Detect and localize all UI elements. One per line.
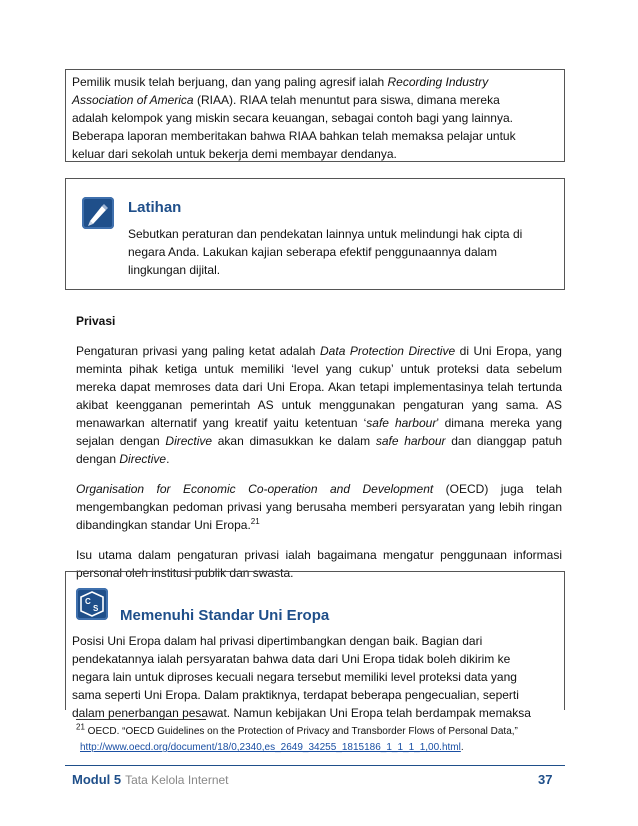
latihan-text: Sebutkan peraturan dan pendekatan lainnya untuk melindungi hak cipta di negara Anda. Lakukan kajian seberapa efektif penggunaannya dalam lingkungan dijital.: [128, 227, 523, 277]
svg-text:S: S: [93, 604, 99, 613]
standar-text: Posisi Uni Eropa dalam hal privasi dipertimbangkan dengan baik. Bagian dari pendekatannya ialah persyaratan bahwa data dari Uni Eropa tidak boleh dikirim ke negara lain untuk diproses kecuali negara tersebut memiliki level proteksi data yang sama seperti Uni Eropa. Dalam praktiknya, terdapat beberapa pengecualian, seperti dalam penerbangan pesawat. Namun kebijakan Uni Eropa telah berdampak memaksa: [72, 634, 531, 720]
standar-box: [65, 571, 565, 720]
latihan-box: [65, 178, 565, 290]
latihan-title: Latihan: [128, 199, 182, 216]
page-number: 37: [538, 772, 553, 787]
quote-line: Beberapa laporan memberitakan bahwa RIAA bahkan telah memaksa pelajar untuk: [72, 129, 516, 143]
pen-icon: [82, 197, 114, 229]
quote-line: keluar dari sekolah untuk bekerja demi membayar dendanya.: [72, 147, 397, 161]
footer-module: Modul 5: [72, 772, 122, 787]
footer-divider: [65, 765, 565, 766]
footer-title: [72, 772, 229, 787]
paragraph: Organisation for Economic Co-operation and Development (OECD) juga telah mengembangkan pedoman privasi yang berusaha memberi persyaratan yang lebih ringan dibandingkan standar Uni Eropa.$^{21}$: [76, 482, 562, 532]
quote-line: Association of America (RIAA). RIAA telah menuntut para siswa, dimana mereka: [72, 93, 500, 107]
standar-title: Memenuhi Standar Uni Eropa: [120, 607, 330, 624]
footnote-link[interactable]: http://www.oecd.org/document/18/0,2340,es_2649_34255_1815186_1_1_1_1,00.html: [80, 742, 461, 753]
footnote-divider: [76, 719, 206, 720]
quote-box: [65, 69, 565, 162]
footer-subtitle: Tata Kelola Internet: [125, 773, 229, 787]
paragraph: Pengaturan privasi yang paling ketat adalah Data Protection Directive di Uni Eropa, yang meminta pihak ketiga untuk memiliki ‘level yang cukup’ untuk proteksi data sebelum mereka dapat memroses data dari Uni Eropa. Akan tetapi implementasinya telah tertunda akibat keengganan pemerintah AS untuk menggunakan pengaturan yang sama. AS menawarkan alternatif yang kreatif yaitu ketentuan ‘safe harbour’ dimana mereka yang sejalan dengan Directive akan dimasukkan ke dalam safe harbour dan dianggap patuh dengan Directive.: [76, 344, 562, 466]
section-heading: Privasi: [76, 314, 116, 328]
svg-text:C: C: [85, 597, 91, 606]
footnote: $^{21}$ OECD. “OECD Guidelines on the Protection of Privacy and Transborder Flows of Personal Data,” http://www.oecd.org/document/18/0,2340,es_2649_34255_1815186_1_1_1_1,00.html.: [76, 722, 518, 753]
footnote-ref[interactable]: 21: [250, 517, 260, 526]
quote-line: Pemilik musik telah berjuang, dan yang paling agresif ialah Recording Industry: [72, 75, 489, 89]
cs-icon: [76, 588, 108, 620]
privasi-section: [76, 312, 562, 594]
paragraph: Isu utama dalam pengaturan privasi ialah bagaimana mengatur penggunaan informasi personal oleh institusi publik dan swasta.: [76, 548, 562, 580]
quote-line: adalah kelompok yang miskin secara keuangan, sebagai contoh bagi yang lainnya.: [72, 111, 513, 125]
